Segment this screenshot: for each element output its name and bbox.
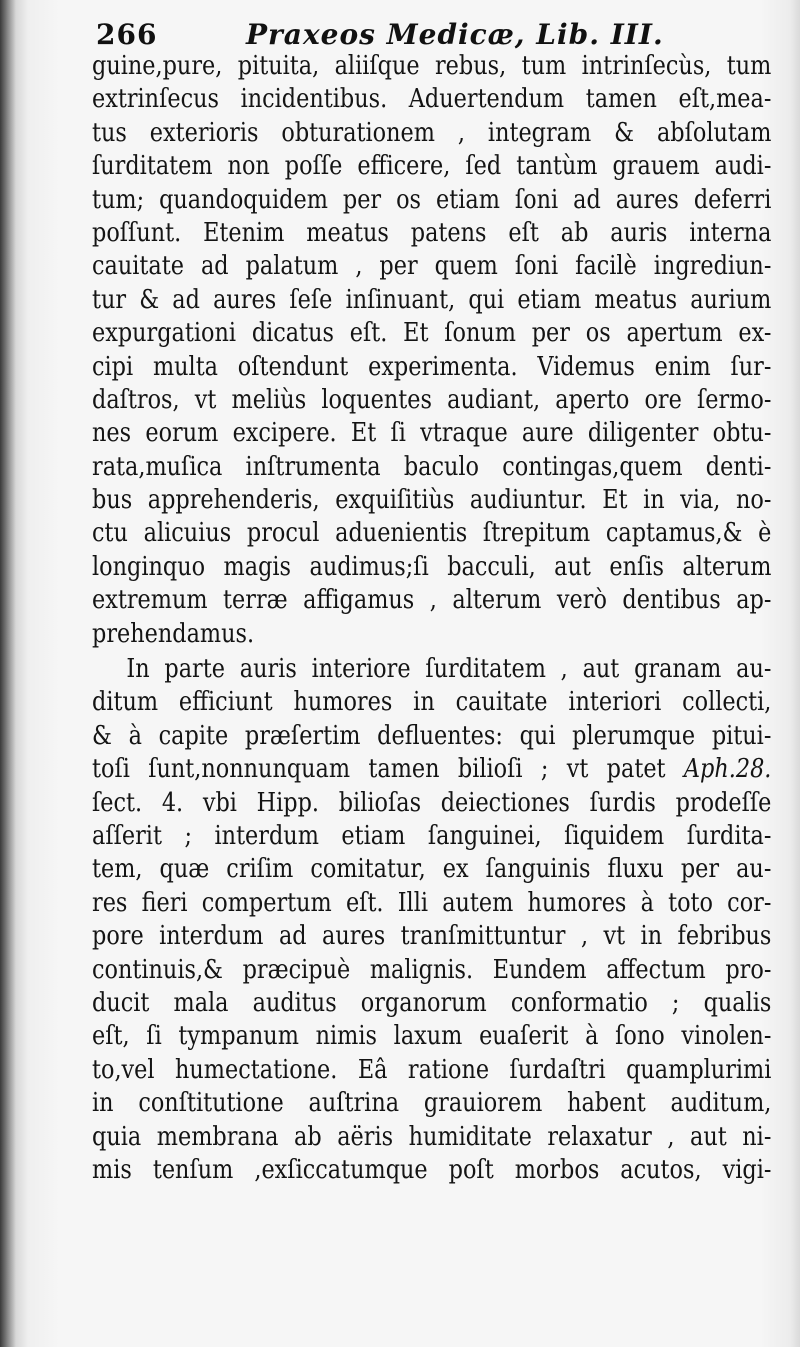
- text-line: bus apprehenderis, exquiſitiùs audiuntur. Et in via, no-: [92, 485, 772, 516]
- text-line-part: toſi ſunt,nonnunquam tamen bilioſi ; vt patet: [92, 754, 684, 785]
- text-line: tus exterioris obturationem , integram & abſolutam: [92, 117, 772, 148]
- paragraph-2: [92, 653, 772, 1187]
- text-line: ctu alicuius procul aduenientis ſtrepitum captamus,& è: [92, 518, 772, 549]
- text-line: continuis,& præcipuè malignis. Eundem affectum pro-: [92, 954, 772, 985]
- text-line: extremum terræ affigamus , alterum verò dentibus ap-: [92, 585, 772, 616]
- text-line: tem, quæ criſim comitatur, ex ſanguinis fluxu per au-: [92, 854, 772, 885]
- running-head: Praxeos Medicæ, Lib. III.: [246, 18, 664, 51]
- text-line: rata,muſica inſtrumenta baculo contingas,quem denti-: [92, 451, 772, 482]
- paragraph-1: [92, 50, 772, 651]
- text-line: to,vel humectatione. Eâ ratione ſurdaſtri quamplurimi: [92, 1054, 772, 1085]
- text-line: ſurditatem non poſſe efficere, ſed tantùm grauem audi-: [92, 151, 772, 182]
- text-line-with-citation: [92, 753, 771, 786]
- text-line: in conſtitutione auſtrina grauiorem habent auditum,: [92, 1088, 772, 1119]
- text-line: cauitate ad palatum , per quem ſoni facilè ingrediun-: [92, 251, 772, 282]
- text-line: poſſunt. Etenim meatus patens eſt ab auris interna: [92, 217, 772, 248]
- text-line: mis tenſum ,exſiccatumque poſt morbos acutos, vigi-: [92, 1154, 772, 1185]
- text-line: expurgationi dicatus eſt. Et ſonum per os apertum ex-: [92, 318, 772, 349]
- text-line: quia membrana ab aëris humiditate relaxatur , aut ni-: [92, 1121, 772, 1152]
- text-line: pore interdum ad aures tranſmittuntur , vt in febribus: [92, 921, 772, 952]
- text-line: longinquo magis audimus;ſi bacculi, aut enſis alterum: [92, 551, 772, 582]
- text-line: extrinſecus incidentibus. Aduertendum tamen eſt,mea-: [92, 84, 772, 115]
- text-line: tur & ad aures ſeſe inſinuant, qui etiam meatus aurium: [92, 284, 772, 315]
- text-line: daſtros, vt meliùs loquentes audiant, aperto ore ſermo-: [92, 384, 772, 415]
- text-line: ducit mala auditus organorum conformatio ; qualis: [92, 987, 772, 1018]
- text-line: cipi multa oſtendunt experimenta. Videmus enim ſur-: [92, 351, 772, 382]
- text-line: & à capite præſertim defluentes: qui plerumque pitui-: [92, 720, 772, 751]
- citation-italic: Aph.28.: [683, 754, 772, 785]
- text-line: ſect. 4. vbi Hipp. bilioſas deiectiones ſurdis prodeſſe: [92, 787, 772, 818]
- text-line: eſt, ſi tympanum nimis laxum euaſerit à ſono vinolen-: [92, 1021, 772, 1052]
- text-line: ditum efficiunt humores in cauitate interiori collecti,: [92, 687, 772, 718]
- text-line: guine,pure, pituita, aliiſque rebus, tum intrinſecùs, tum: [92, 51, 772, 81]
- text-line: prehendamus.: [92, 618, 255, 649]
- text-body: [92, 50, 772, 1187]
- text-line: res fieri compertum eſt. Illi autem humores à toto cor-: [92, 887, 772, 918]
- text-line: aſſerit ; interdum etiam ſanguinei, ſiquidem ſurdita-: [92, 820, 772, 851]
- text-line: In parte auris interiore ſurditatem , aut granam au-: [126, 654, 772, 685]
- page-number: 266: [96, 18, 158, 51]
- text-line: tum; quandoquidem per os etiam ſoni ad aures deferri: [92, 184, 772, 215]
- text-line: nes eorum excipere. Et ſi vtraque aure diligenter obtu-: [92, 418, 772, 449]
